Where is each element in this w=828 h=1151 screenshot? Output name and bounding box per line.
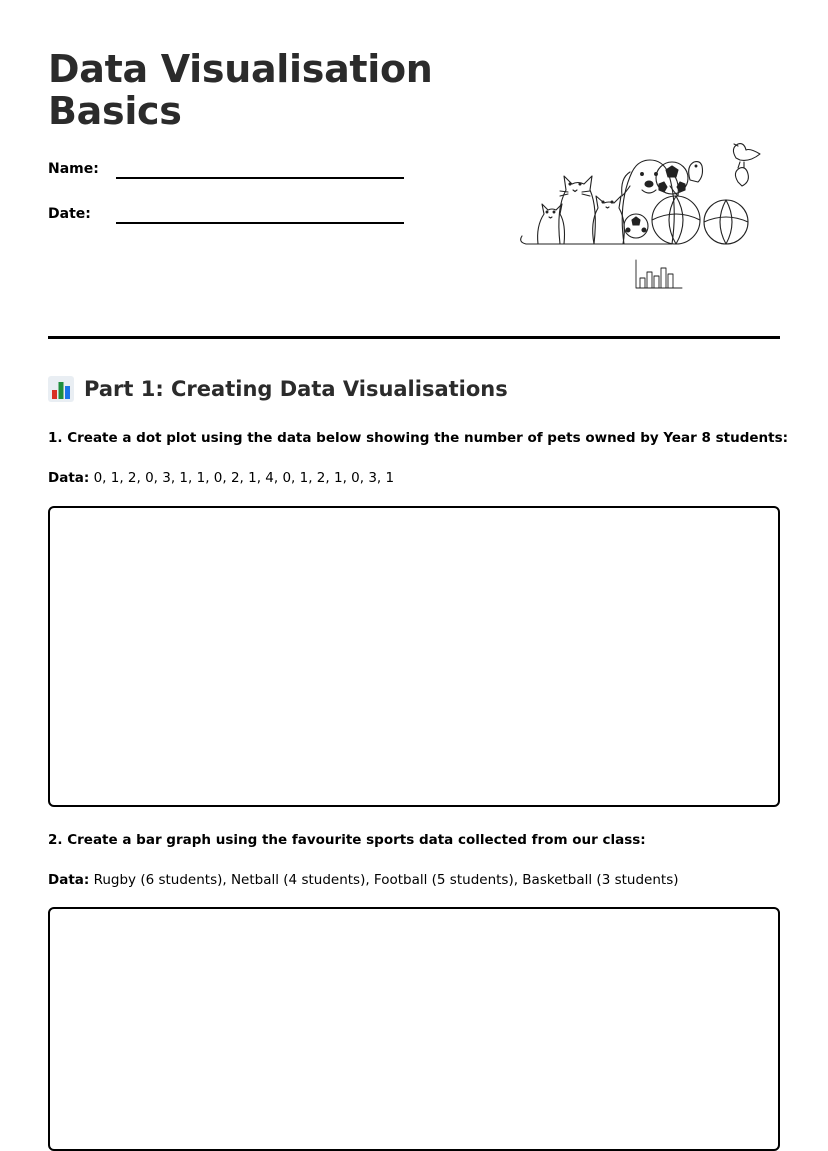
bar-chart-icon — [48, 376, 74, 402]
title-line-1: Data Visualisation — [48, 47, 433, 91]
date-label: Date: — [48, 206, 91, 222]
name-field — [48, 160, 408, 184]
question-2-data — [48, 871, 679, 889]
cat-middle-icon — [593, 196, 625, 244]
cat-small-left-icon — [521, 204, 565, 244]
header-divider — [48, 336, 780, 339]
title-line-2: Basics — [48, 89, 182, 133]
question-1-data-value: 0, 1, 2, 0, 3, 1, 1, 0, 2, 1, 4, 0, 1, 2, 1, 0, 3, 1 — [89, 470, 395, 486]
soccer-ball-small-icon — [624, 214, 648, 238]
question-1-answer-box[interactable] — [48, 506, 780, 807]
question-2-prompt: 2. Create a bar graph using the favourite sports data collected from our class: — [48, 832, 646, 848]
bird-small-icon — [689, 162, 703, 183]
name-write-line[interactable] — [116, 177, 404, 179]
beach-ball-2-icon — [704, 200, 748, 244]
date-field — [48, 205, 408, 229]
question-2-data-value: Rugby (6 students), Netball (4 students), Football (5 students), Basketball (3 students) — [89, 872, 679, 888]
question-1-prompt: 1. Create a dot plot using the data below showing the number of pets owned by Year 8 students: — [48, 430, 789, 446]
date-write-line[interactable] — [116, 222, 404, 224]
beach-ball-1-icon — [652, 196, 700, 244]
bird-right-icon — [733, 144, 760, 186]
mini-bar-chart-icon — [636, 260, 682, 288]
name-label: Name: — [48, 161, 99, 177]
page-title — [48, 48, 433, 132]
question-1-data — [48, 469, 394, 487]
pets-and-balls-illustration — [516, 140, 768, 296]
question-2-answer-box[interactable] — [48, 907, 780, 1151]
part1-heading — [48, 374, 508, 404]
question-2-data-label: Data: — [48, 872, 90, 888]
part1-heading-text: Part 1: Creating Data Visualisations — [84, 377, 508, 401]
question-1-data-label: Data: — [48, 470, 90, 486]
